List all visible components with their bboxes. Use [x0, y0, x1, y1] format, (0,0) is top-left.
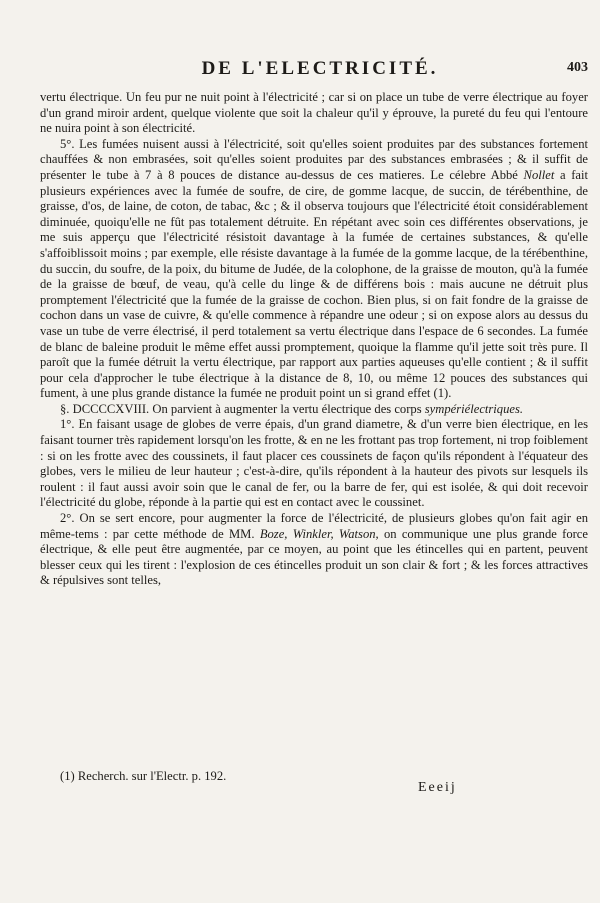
signature-mark: Eeeij [418, 780, 457, 795]
nollet-name: Nollet [523, 167, 555, 182]
running-title: DE L'ELECTRICITÉ. [201, 58, 439, 79]
paragraph-2 [40, 137, 588, 402]
section-heading [40, 402, 588, 418]
paragraph-1: vertu électrique. Un feu pur ne nuit point à l'électricité ; car si on place un tube de verre électrique au foyer d'un grand miroir ardent, quelque violente que soit la chaleur qu'il y éprouve, la pureté du feu qui l'entoure ne nuira point à son électricité. [40, 90, 588, 136]
running-head [0, 58, 600, 82]
page-number: 403 [567, 60, 588, 75]
paragraph-2-rest: a fait plusieurs expériences avec la fumée de soufre, de cire, de gomme lacque, de succin, de térébenthine, de graisse, d'os, de laine, de coton, de tabac, &c ; & il observa toujours que l'électricité étoit considérablement diminuée, quoiqu'elle ne fût pas totalement détruite. En répétant avec soin ces différentes observations, je me suis apperçu que l'électricité résistoit davantage à la fumée de certaines substances, & qu'elle s'affoiblissoit moins ; par exemple, elle résiste davantage à la fumée de la gomme lacque, de la térébenthine, du succin, du soufre, de la poix, du bitume de Judée, de la colophone, de la graisse de mouton, qu'à la fumée de la graisse de bœuf, de veau, qu'à celle du linge & de différens bois : mais aucune ne détruit plus promptement l'électricité que la fumée de la graisse de cochon. Bien plus, si on fait fondre de la graisse de cochon dans un vase de cuivre, & qu'elle commence à répandre une odeur ; si on expose alors au dessus du vase un tube de verre électrisé, il perd totalement sa vertu électrique dans l'espace de 6 secondes. La fumée de blanc de baleine produit le même effet aussi promptement, quoique la flamme qu'il jette soit très pure. Il paroît que la fumée détruit la vertu électrique, par rapport aux parties aqueuses qu'elle contient ; & il suffit pour cela d'approcher le tube électrique à la distance de 8, 10, ou même 12 pouces des substances qui fument, à une plus grande distance la fumée ne produit point un si grand effet (1). [40, 167, 588, 401]
paragraph-3: 1°. En faisant usage de globes de verre épais, d'un grand diametre, & d'un verre bien électrique, en les faisant tourner très rapidement lorsqu'on les frotte, & en ne les frottant pas trop fortement, ni trop foiblement : si on les frotte avec des coussinets, il faut placer ces coussinets de façon qu'ils répondent à l'équateur des globes, vers le milieu de leur hauteur ; c'est-à-dire, qu'ils répondent à la hauteur des pivots sur lesquels ils roulent : il faut aussi avoir soin que le canal de fer, ou la barre de fer, qui est isolée, & qui doit recevoir l'électricité du globe, réponde à la partie qui est en contact avec le coussinet. [40, 417, 588, 510]
paragraph-4-start: 2°. On se sert encore, pour augmenter la force de l'électricité, de plusieurs globes qu'on fait agir en même-tems : par cette méthode de MM. [40, 511, 588, 541]
section-heading-text: §. DCCCCXVIII. On parvient à augmenter la vertu électrique des corps [60, 401, 422, 416]
body-text [40, 90, 588, 589]
paragraph-2-start: 5°. Les fumées nuisent aussi à l'électricité, soit qu'elles soient produites par des substances fortement chauffées & non embrasées, soit qu'elles soient produites par des substances embrasées ; & il suffit de présenter le tube à 7 à 8 pouces de distance au-dessus de ces matieres. Le célebre Abbé [40, 136, 588, 182]
footnote: (1) Recherch. sur l'Electr. p. 192. [60, 769, 227, 783]
paragraph-4 [40, 511, 588, 589]
scientist-names: Boze, Winkler, Watson, [259, 526, 379, 541]
paragraph-4-rest: on communique une plus grande force électrique, & elle peut être augmentée, par ce moyen, au point que les étincelles qui en partent, peuvent blesser ceux qui les tirent : l'explosion de ces étincelles produit un son clair & fort ; & les forces attractives & répulsives sont telles, [40, 526, 588, 588]
section-heading-italic: sympériélectriques. [424, 401, 524, 416]
